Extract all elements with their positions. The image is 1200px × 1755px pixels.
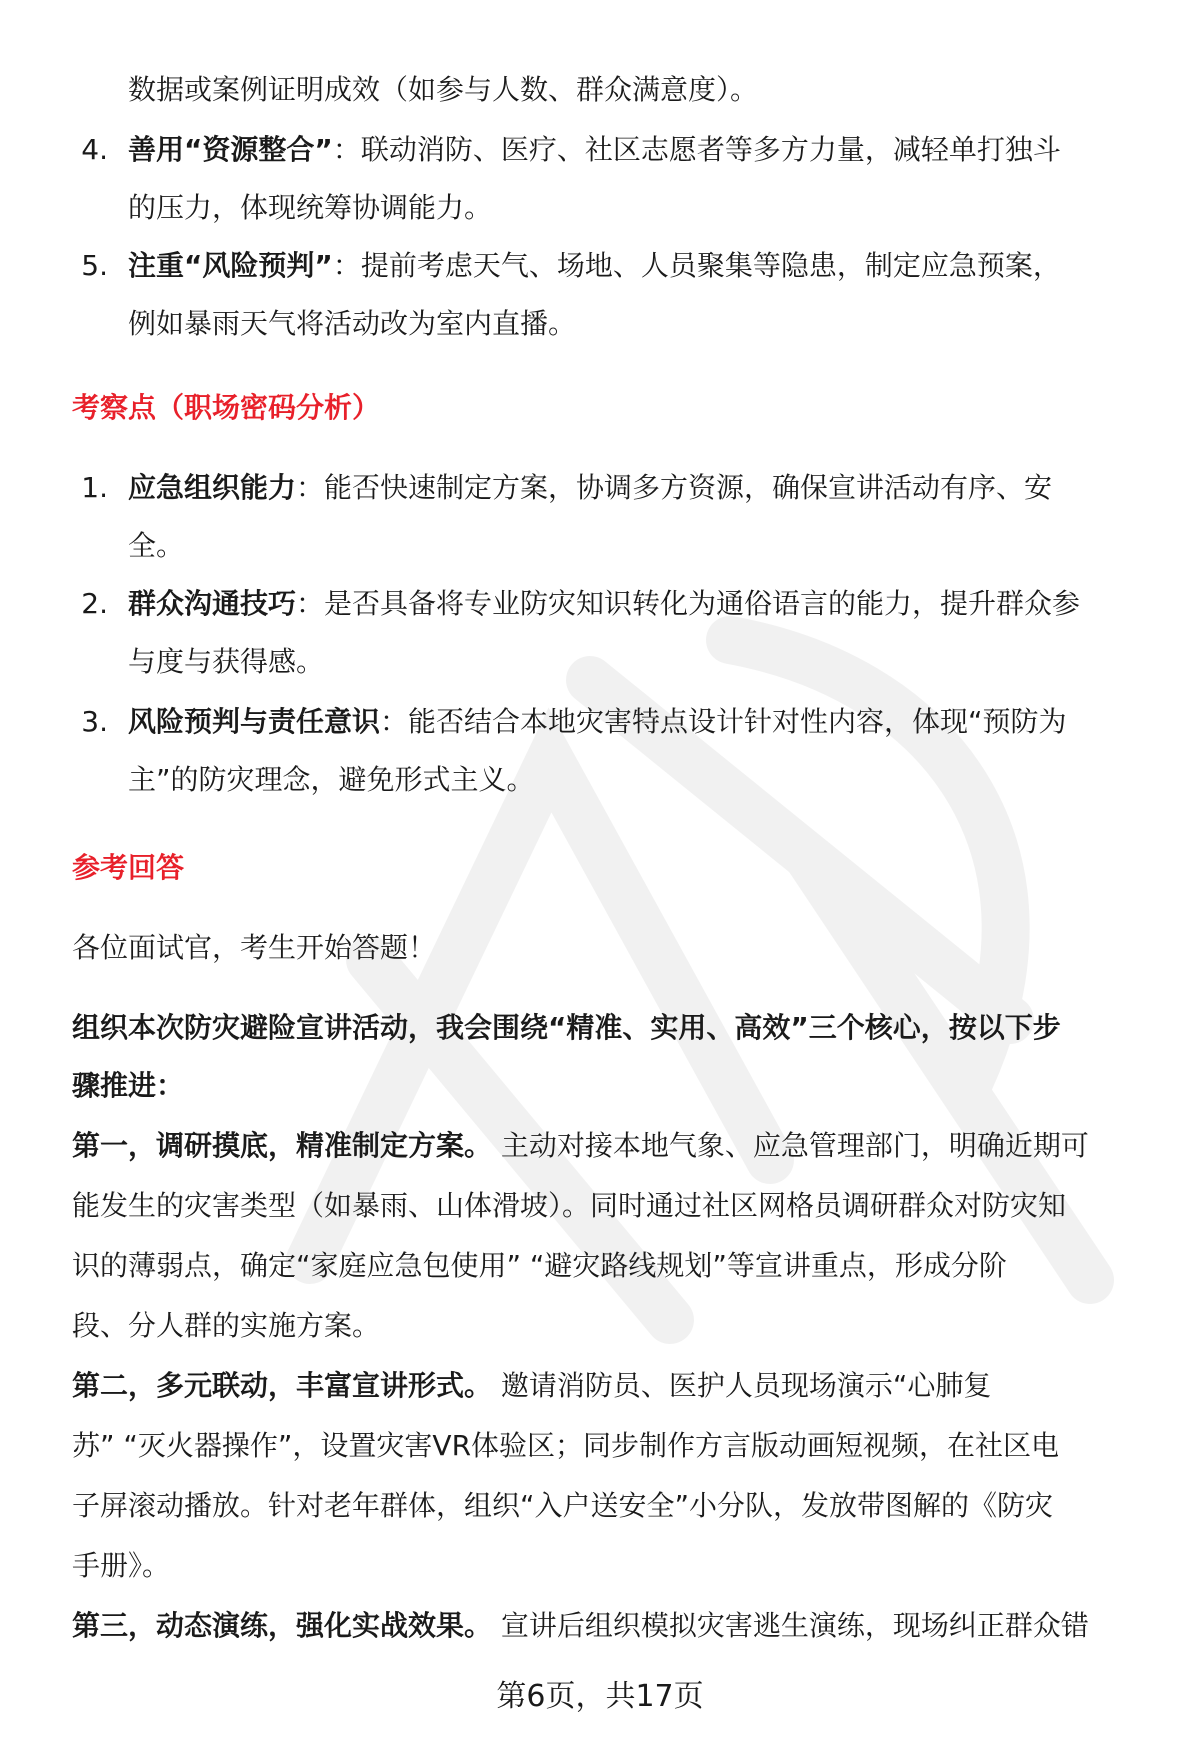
- list-item-text: ：提前考虑天气、场地、人员聚集等隐患，制定应急预案，: [332, 249, 1061, 282]
- paragraph-line: 骤推进：: [72, 1069, 185, 1102]
- section-heading: 参考回答: [72, 851, 185, 884]
- list-item-title: 风险预判与责任意识: [128, 705, 381, 738]
- paragraph-line: [72, 1366, 991, 1406]
- list-item-text: ：能否快速制定方案，协调多方资源，确保宣讲活动有序、安: [296, 471, 1053, 504]
- step-text: 宣讲后组织模拟灾害逃生演练，现场纠正群众错: [492, 1609, 1089, 1642]
- list-item: [128, 584, 1080, 624]
- list-item-continuation: 与度与获得感。: [128, 645, 325, 678]
- list-item-title: 善用“资源整合”: [128, 133, 333, 166]
- list-item: [128, 246, 1061, 286]
- paragraph-line: 组织本次防灾避险宣讲活动，我会围绕“精准、实用、高效”三个核心，按以下步: [72, 1011, 1061, 1044]
- list-item-title: 应急组织能力: [128, 471, 297, 504]
- section-heading: 考察点（职场密码分析）: [72, 391, 381, 424]
- list-number: 5.: [81, 249, 108, 282]
- list-item-continuation: 主”的防灾理念，避免形式主义。: [128, 763, 535, 796]
- list-item-text: ：能否结合本地灾害特点设计针对性内容，体现“预防为: [380, 705, 1067, 738]
- list-item: [128, 468, 1052, 508]
- paragraph-line: 数据或案例证明成效（如参与人数、群众满意度）。: [128, 73, 759, 106]
- step-title: 第二，多元联动，丰富宣讲形式。: [72, 1369, 493, 1402]
- list-item-title: 注重“风险预判”: [128, 249, 333, 282]
- step-text: 主动对接本地气象、应急管理部门，明确近期可: [492, 1129, 1089, 1162]
- step-title: 第三，动态演练，强化实战效果。: [72, 1609, 493, 1642]
- list-item-continuation: 的压力，体现统筹协调能力。: [128, 191, 493, 224]
- paragraph-line: 段、分人群的实施方案。: [72, 1309, 381, 1342]
- list-item-text: ：是否具备将专业防灾知识转化为通俗语言的能力，提升群众参: [296, 587, 1081, 620]
- paragraph-line: 子屏滚动播放。针对老年群体，组织“入户送安全”小分队，发放带图解的《防灾: [72, 1489, 1054, 1522]
- list-number: 3.: [81, 705, 108, 738]
- page-number: 第6页，共17页: [496, 1679, 704, 1714]
- paragraph-line: 识的薄弱点，确定“家庭应急包使用” “避灾路线规划”等宣讲重点，形成分阶: [72, 1249, 1007, 1282]
- paragraph-line: 各位面试官，考生开始答题！: [72, 931, 437, 964]
- list-item-continuation: 例如暴雨天气将活动改为室内直播。: [128, 307, 577, 340]
- step-title: 第一，调研摸底，精准制定方案。: [72, 1129, 493, 1162]
- step-text: 邀请消防员、医护人员现场演示“心肺复: [492, 1369, 992, 1402]
- list-number: 4.: [81, 133, 108, 166]
- list-item: [128, 130, 1061, 170]
- list-item: [128, 702, 1067, 742]
- list-number: 2.: [81, 587, 108, 620]
- list-number: 1.: [81, 471, 108, 504]
- paragraph-line: [72, 1606, 1089, 1646]
- list-item-continuation: 全。: [128, 529, 185, 562]
- paragraph-line: 能发生的灾害类型（如暴雨、山体滑坡）。同时通过社区网格员调研群众对防灾知: [72, 1189, 1067, 1222]
- list-item-text: ：联动消防、医疗、社区志愿者等多方力量，减轻单打独斗: [332, 133, 1061, 166]
- paragraph-line: 手册》。: [72, 1549, 171, 1582]
- list-item-title: 群众沟通技巧: [128, 587, 297, 620]
- paragraph-line: [72, 1126, 1089, 1166]
- paragraph-line: 苏” “灭火器操作”，设置灾害VR体验区；同步制作方言版动画短视频，在社区电: [72, 1429, 1060, 1462]
